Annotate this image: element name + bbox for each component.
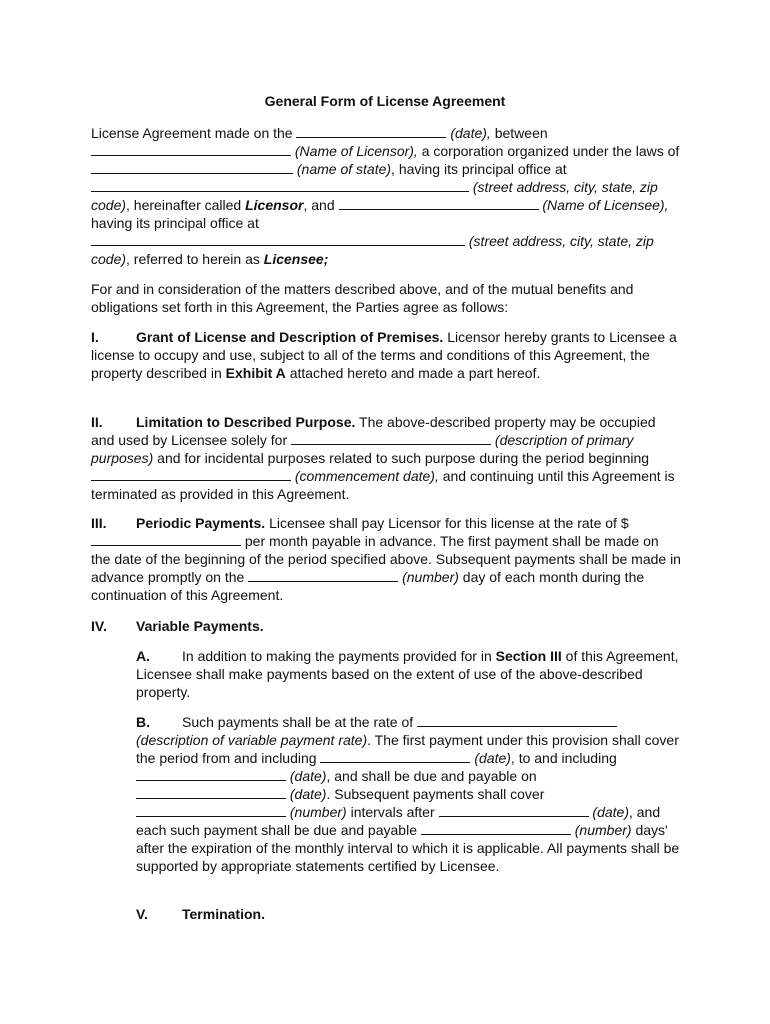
date-blank[interactable] [296,124,446,138]
section-5-heading [136,905,681,923]
section-text: The above-described property may be occupied and used by Licensee solely for [91,414,656,448]
section-4-a [136,647,681,701]
state-blank[interactable] [91,160,293,174]
number-blank[interactable] [136,803,286,817]
section-ref: Section III [495,648,562,664]
date-blank[interactable] [136,785,286,799]
date-hint: (date) [289,786,327,802]
section-text: days' after the expiration of the monthly interval to which it is applicable. All payments shall be supported by appropriate statements certified by Licensee. [136,822,680,874]
intro-text: between [494,125,548,141]
number-hint: (number) [289,804,347,820]
section-heading: Termination. [182,906,265,922]
section-3 [91,514,681,604]
section-text: In addition to making the payments provided for in [182,648,492,664]
section-number: V. [136,906,148,922]
state-hint: (name of state) [296,161,392,177]
section-number: I. [91,329,99,345]
payment-day-blank[interactable] [248,568,398,582]
intro-text: , referred to herein as [126,251,260,267]
section-text: of this Agreement, Licensee shall make payments based on the extent of use of the above-described property. [136,648,679,700]
licensee-term: Licensee; [263,251,329,267]
section-number: IV. [91,618,107,634]
subsection-label: A. [136,648,150,664]
date-hint: (date) [289,768,327,784]
number-hint: (number) [402,569,459,585]
section-number: III. [91,515,107,531]
commencement-hint: (commencement date), [294,468,439,484]
date-blank[interactable] [136,767,286,781]
section-text: day of each month during the continuation of this Agreement. [91,569,645,603]
purpose-blank[interactable] [291,431,491,445]
section-heading: Variable Payments. [136,618,264,634]
section-text: attached hereto and made a part hereof. [289,365,541,381]
date-blank[interactable] [439,803,589,817]
section-text: per month payable in advance. The first payment shall be made on the date of the beginning of the period specified above. Subsequent payments shall be made in advance promptly on the [91,533,681,585]
section-4-heading [91,617,681,635]
section-text: , to and including [510,750,617,766]
licensee-address-blank[interactable] [91,232,465,246]
section-text: . The first payment under this provision shall cover the period from and including [136,732,679,766]
intro-text: a corporation organized under the laws of [421,143,680,159]
date-blank[interactable] [320,749,470,763]
commencement-date-blank[interactable] [91,467,291,481]
date-hint: (date), [450,125,491,141]
intro-text: , and [303,197,335,213]
licensor-name-hint: (Name of Licensor), [294,143,418,159]
exhibit-ref: Exhibit A [225,365,286,381]
section-text: Licensee shall pay Licensor for this license at the rate of $ [269,515,629,531]
section-4-b [136,713,681,875]
section-text: , and shall be due and payable on [326,768,537,784]
section-text: and continuing until this Agreement is terminated as provided in this Agreement. [91,468,675,502]
intro-text: , having its principal office at [391,161,567,177]
intro-text: having its principal office at [91,215,259,231]
intro-paragraph [91,124,681,268]
rate-amount-blank[interactable] [91,532,241,546]
date-hint: (date) [474,750,511,766]
licensor-term: Licensor [245,197,304,213]
section-text: . Subsequent payments shall cover [326,786,545,802]
number-blank[interactable] [421,821,571,835]
number-hint: (number) [574,822,632,838]
section-2 [91,413,681,503]
licensor-address-blank[interactable] [91,178,469,192]
section-1 [91,328,681,382]
section-text: Licensor hereby grants to Licensee a license to occupy and use, subject to all of the terms and conditions of this Agreement, the property described in [91,329,677,381]
licensee-name-blank[interactable] [339,196,539,210]
subsection-label: B. [136,714,150,730]
intro-text: License Agreement made on the [91,125,293,141]
section-text: intervals after [350,804,435,820]
document-title: General Form of License Agreement [264,93,506,109]
section-text: , and each such payment shall be due and payable [136,804,661,838]
intro-text: , hereinafter called [126,197,242,213]
licensor-name-blank[interactable] [91,142,291,156]
variable-rate-blank[interactable] [417,713,617,727]
section-text: and for incidental purposes related to such purpose during the period beginning [157,450,650,466]
section-heading: Periodic Payments. [136,515,266,531]
section-heading: Grant of License and Description of Premises. [136,329,444,345]
purpose-hint: (description of primary purposes) [91,432,634,466]
date-hint: (date) [592,804,629,820]
section-number: II. [91,414,103,430]
licensee-name-hint: (Name of Licensee), [542,197,669,213]
consideration-paragraph: For and in consideration of the matters described above, and of the mutual benefits and obligations set forth in this Agreement, the Parties agree as follows: [91,281,634,315]
section-text: Such payments shall be at the rate of [182,714,414,730]
section-heading: Limitation to Described Purpose. [136,414,356,430]
rate-hint: (description of variable payment rate) [136,732,368,748]
address-hint: (street address, city, state, zip code) [91,179,658,213]
address-hint: (street address, city, state, zip code) [91,233,654,267]
